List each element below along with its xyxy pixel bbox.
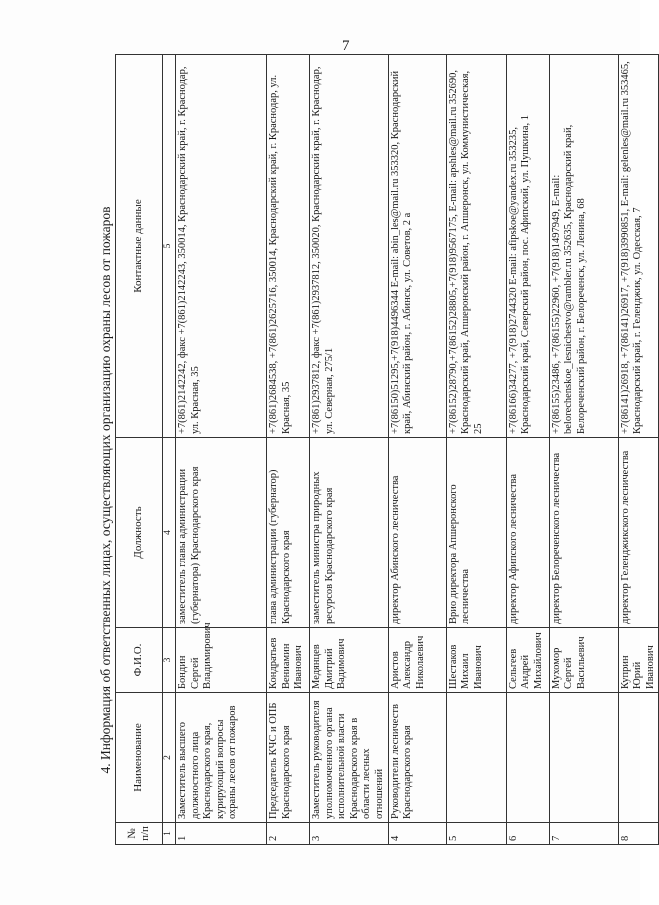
table-row (388, 55, 446, 845)
row-name (506, 693, 549, 823)
row-position: Врио директора Апшеронского лесничества (446, 438, 506, 628)
row-position: заместитель главы администрации (губернатора) Краснодарского края (176, 438, 267, 628)
row-fio: Бондин Сергей Владимирович (176, 628, 267, 693)
row-fio: Шестаков Михаил Иванович (446, 628, 506, 693)
row-position: заместитель министра природных ресурсов Краснодарского края (310, 438, 389, 628)
row-contacts: +7(86152)28790,+7(86152)28805,+7(918)9567175, E-mail: apshles@mail.ru 352690, Краснодарский край, Апшеронский район, г. Апшеронск, ул. Коммунистическая, 25 (446, 55, 506, 438)
row-number: 8 (618, 823, 659, 845)
responsible-persons-table-container (115, 55, 656, 845)
row-contacts: +7(861)2684538, +7(861)2625716, 350014, Краснодарский край, г. Краснодар, ул. Красная, 35 (267, 55, 310, 438)
row-name: Заместитель высшего должностного лица Краснодарского края, курирующий вопросы охраны лесов от пожаров (176, 693, 267, 823)
row-name: Председатель КЧС и ОПБ Краснодарского края (267, 693, 310, 823)
row-contacts: +7(86141)26918, +7(86141)26917, +7(918)3990851, E-mail: gelenles@mail.ru 353465, Краснодарский край, г. Геленджик, ул. Одесская, 7 (618, 55, 659, 438)
responsible-persons-table (115, 54, 659, 845)
row-contacts: +7(86150)51295,+7(918)4496344 E-mail: abin_les@mail.ru 353320, Краснодарский край, Абинский район, г. Абинск, ул. Советов, 2 а (388, 55, 446, 438)
row-name (549, 693, 618, 823)
header-contacts: Контактные данные (116, 55, 163, 438)
column-index: 3 (163, 628, 176, 693)
row-number: 3 (310, 823, 389, 845)
column-index: 5 (163, 55, 176, 438)
row-position: директор Белореченского лесничества (549, 438, 618, 628)
row-position: директор Абинского лесничества (388, 438, 446, 628)
header-position: Должность (116, 438, 163, 628)
row-fio: Сельгеев Андрей Михайлович (506, 628, 549, 693)
column-index: 4 (163, 438, 176, 628)
row-fio: Медянцев Дмитрий Вадимович (310, 628, 389, 693)
table-row (506, 55, 549, 845)
row-contacts: +7(86166)34277, +7(918)2744320 E-mail: afipskoe@yandex.ru 353235, Краснодарский край, Северский район, пос. Афипский, ул. Пушкина, 1 (506, 55, 549, 438)
table-row (267, 55, 310, 845)
header-name: Наименование (116, 693, 163, 823)
table-row (176, 55, 267, 845)
page-number: 7 (342, 38, 350, 54)
row-name: Заместитель руководителя уполномоченного органа исполнительной власти Краснодарского края в области лесных отношений (310, 693, 389, 823)
section-title: 4. Информация об ответственных лицах, осуществляющих организацию охраны лесов от пожаров (98, 206, 113, 774)
table-header-row (116, 55, 163, 845)
table-row (446, 55, 506, 845)
row-number: 6 (506, 823, 549, 845)
table-row (549, 55, 618, 845)
header-fio: Ф.И.О. (116, 628, 163, 693)
row-fio: Кондратьев Вениамин Иванович (267, 628, 310, 693)
row-name (618, 693, 659, 823)
row-contacts: +7(861)2142242, факс +7(861)2142243, 350014, Краснодарский край, г. Краснодар, ул. Красная, 35 (176, 55, 267, 438)
row-number: 4 (388, 823, 446, 845)
row-number: 1 (176, 823, 267, 845)
column-index: 2 (163, 693, 176, 823)
row-contacts: +7(861)2937812, факс +7(861)2937812, 350020, Краснодарский край, г. Краснодар, ул. Северная, 275/1 (310, 55, 389, 438)
row-fio: Куприн Юрий Иванович (618, 628, 659, 693)
row-fio: Мухомор Сергей Васильевич (549, 628, 618, 693)
row-position: глава администрации (губернатор) Краснодарского края (267, 438, 310, 628)
row-position: директор Афипского лесничества (506, 438, 549, 628)
table-column-index-row (163, 55, 176, 845)
row-number: 5 (446, 823, 506, 845)
table-row (310, 55, 389, 845)
row-name (446, 693, 506, 823)
table-row (618, 55, 659, 845)
header-number: № п/п (116, 823, 163, 845)
row-number: 7 (549, 823, 618, 845)
column-index: 1 (163, 823, 176, 845)
row-position: директор Геленджикского лесничества (618, 438, 659, 628)
row-contacts: +7(86155)23486, +7(86155)22960, +7(918)1497949, E-mail: belorechenskoe_lesnichestvo@rambler.ru 352635, Краснодарский край, Белореченский район, г. Белореченск, ул. Ленина, 68 (549, 55, 618, 438)
row-number: 2 (267, 823, 310, 845)
row-fio: Аристов Александр Николаевич (388, 628, 446, 693)
row-name: Руководители лесничеств Краснодарского края (388, 693, 446, 823)
